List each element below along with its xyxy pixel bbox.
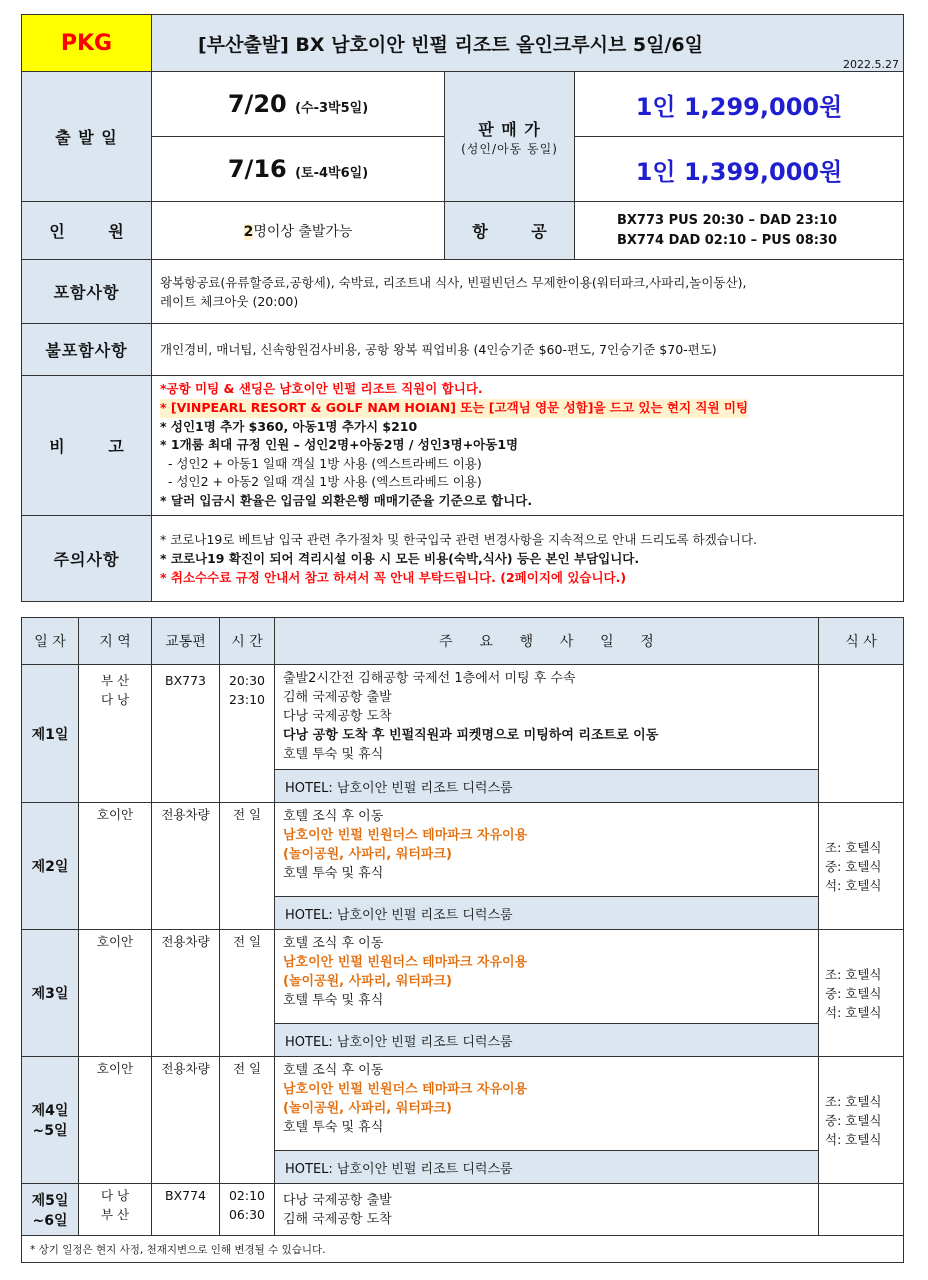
- transport: BX774: [152, 1184, 220, 1236]
- day-label: 제3일: [22, 930, 79, 1057]
- activity-line: (놀이공원, 사파리, 워터파크): [283, 847, 452, 862]
- caution-line: * 코로나19 확진이 되어 격리시설 이용 시 모든 비용(숙박,식사) 등은 본인 부담입니다.: [160, 551, 640, 566]
- meal-line: 조: 호텔식: [825, 966, 882, 982]
- price-2: 1인 1,399,000원: [575, 137, 904, 202]
- included-line-2: 레이트 체크아웃 (20:00): [160, 293, 299, 309]
- remarks-text: [152, 376, 904, 516]
- meal-line: 중: 호텔식: [825, 858, 882, 874]
- activity-line: (놀이공원, 사파리, 워터파크): [283, 1101, 452, 1116]
- header-day: 일 자: [22, 618, 79, 665]
- activity-line: 호텔 조식 후 이동: [283, 809, 384, 824]
- activity-line: 남호이안 빈펄 빈원더스 테마파크 자유이용: [283, 828, 528, 843]
- remarks-label: 비 고: [22, 376, 152, 516]
- time: 전 일: [220, 803, 275, 930]
- departure-date-1-value: 7/20: [227, 90, 287, 118]
- header-region: 지 역: [79, 618, 152, 665]
- page-title: [부산출발] BX 남호이안 빈펄 리조트 올인크루시브 5일/6일: [198, 33, 704, 56]
- remark-line: * [VINPEARL RESORT & GOLF NAM HOIAN] 또는 [고객님 영문 성함]을 드고 있는 현지 직원 미팅: [160, 399, 748, 418]
- remark-line: * 달러 입금시 환율은 입금일 외환은행 매매기준율 기준으로 합니다.: [160, 492, 533, 508]
- price-label: 판 매 가: [478, 119, 541, 139]
- day-label-line: 제5일: [31, 1192, 69, 1209]
- price-label-cell: [445, 72, 575, 202]
- meals: [819, 930, 904, 1057]
- activity-line: 호텔 투숙 및 휴식: [283, 866, 384, 881]
- remark-line: - 성인2 + 아동1 일때 객실 1방 사용 (엑스트라베드 이용): [160, 455, 482, 471]
- hotel-info: HOTEL: 남호이안 빈펄 리조트 디럭스룸: [275, 897, 819, 930]
- caution-line: * 코로나19로 베트남 입국 관련 추가절차 및 한국입국 관련 변경사항을 지속적으로 안내 드리도록 하겠습니다.: [160, 532, 758, 547]
- caution-text: [152, 516, 904, 602]
- day-label: 제1일: [22, 665, 79, 803]
- airline-label: 항 공: [445, 202, 575, 260]
- region-name: 부 산: [100, 673, 130, 688]
- header-schedule: 주 요 행 사 일 정: [275, 618, 819, 665]
- time: [220, 1184, 275, 1236]
- activity-line: 다낭 국제공항 도착: [283, 709, 392, 724]
- day-label-line: 제4일: [31, 1103, 69, 1119]
- flight-line-2: BX774 DAD 02:10 – PUS 08:30: [617, 232, 838, 248]
- excluded-label: 불포함사항: [22, 324, 152, 376]
- activity-line: 남호이안 빈펄 빈원더스 테마파크 자유이용: [283, 1082, 528, 1097]
- departure-label: 출 발 일: [22, 72, 152, 202]
- hotel-info: HOTEL: 남호이안 빈펄 리조트 디럭스룸: [275, 1024, 819, 1057]
- time: 전 일: [220, 930, 275, 1057]
- day-label: [22, 1184, 79, 1236]
- region: 호이안: [79, 803, 152, 930]
- transport: BX773: [152, 665, 220, 803]
- activity-line: 다낭 공항 도착 후 빈펄직원과 피켓명으로 미팅하여 리조트로 이동: [283, 728, 659, 743]
- caution-label: 주의사항: [22, 516, 152, 602]
- transport: 전용차량: [152, 930, 220, 1057]
- departure-date-2-value: 7/16: [227, 155, 287, 183]
- activities: [275, 1057, 819, 1151]
- departure-date-1-note: (수-3박5일): [295, 101, 369, 116]
- people-min-count: 2: [243, 223, 254, 240]
- itinerary-table: [21, 617, 904, 1263]
- meal-line: 조: 호텔식: [825, 839, 882, 855]
- region-name: 다 낭: [100, 692, 130, 707]
- itinerary-day-row: [22, 665, 904, 770]
- day-label-line: ~5일: [32, 1123, 68, 1139]
- meal-line: 석: 호텔식: [825, 1131, 882, 1147]
- meal-line: 조: 호텔식: [825, 1093, 882, 1109]
- header-meals: 식 사: [819, 618, 904, 665]
- hotel-info: HOTEL: 남호이안 빈펄 리조트 디럭스룸: [275, 1151, 819, 1184]
- activities: [275, 665, 819, 770]
- region: [79, 665, 152, 803]
- activity-line: 호텔 투숙 및 휴식: [283, 1120, 384, 1135]
- title-cell: [152, 15, 904, 72]
- excluded-text: 개인경비, 매너팁, 신속항원검사비용, 공항 왕복 픽업비용 (4인승기준 $60-편도, 7인승기준 $70-편도): [152, 324, 904, 376]
- time-value: 06:30: [228, 1207, 266, 1222]
- price-sub-label: (성인/아동 동일): [461, 141, 558, 156]
- remark-line: * 1개룸 최대 규정 인원 – 성인2명+아동2명 / 성인3명+아동1명: [160, 437, 519, 453]
- flight-line-1: BX773 PUS 20:30 – DAD 23:10: [617, 212, 838, 228]
- people-value: [152, 202, 445, 260]
- itinerary-day-row: [22, 930, 904, 1024]
- itinerary-day-row: [22, 1057, 904, 1151]
- day-label: [22, 1057, 79, 1184]
- activity-line: 호텔 조식 후 이동: [283, 1063, 384, 1078]
- region-name: 다 낭: [100, 1188, 130, 1203]
- itinerary-day-row: [22, 1184, 904, 1236]
- header-transport: 교통편: [152, 618, 220, 665]
- meals: [819, 1057, 904, 1184]
- included-text: [152, 260, 904, 324]
- included-line-1: 왕복항공료(유류할증료,공항세), 숙박료, 리조트내 식사, 빈펄빈던스 무제한이용(워터파크,사파리,놀이동산),: [160, 274, 747, 290]
- activity-line: 김해 국제공항 출발: [283, 690, 392, 705]
- region-name: 부 산: [100, 1207, 130, 1222]
- meal-line: 석: 호텔식: [825, 1004, 882, 1020]
- included-label: 포함사항: [22, 260, 152, 324]
- hotel-info: HOTEL: 남호이안 빈펄 리조트 디럭스룸: [275, 770, 819, 803]
- region: [79, 1184, 152, 1236]
- meals: [819, 803, 904, 930]
- activities: [275, 803, 819, 897]
- activity-line: 출발2시간전 김해공항 국제선 1층에서 미팅 후 수속: [283, 671, 576, 686]
- pkg-label: PKG: [22, 15, 152, 72]
- activities: [275, 930, 819, 1024]
- activity-line: 호텔 조식 후 이동: [283, 936, 384, 951]
- transport: 전용차량: [152, 803, 220, 930]
- time-value: 02:10: [228, 1188, 266, 1203]
- time-value: 20:30: [228, 673, 266, 688]
- time: [220, 665, 275, 803]
- itinerary-header-row: [22, 618, 904, 665]
- issue-date: 2022.5.27: [843, 58, 900, 71]
- activity-line: 남호이안 빈펄 빈원더스 테마파크 자유이용: [283, 955, 528, 970]
- caution-line: * 취소수수료 규정 안내서 참고 하셔서 꼭 안내 부탁드립니다. (2페이지에 있습니다.): [160, 570, 627, 585]
- activity-line: 호텔 투숙 및 휴식: [283, 993, 384, 1008]
- time-value: 23:10: [228, 692, 266, 707]
- activity-line: 다낭 국제공항 출발: [283, 1192, 392, 1208]
- day-label: 제2일: [22, 803, 79, 930]
- region: 호이안: [79, 1057, 152, 1184]
- activity-line: 호텔 투숙 및 휴식: [283, 747, 384, 762]
- departure-date-2-note: (토-4박6일): [295, 166, 369, 181]
- departure-date-1: [152, 72, 445, 137]
- header-time: 시 간: [220, 618, 275, 665]
- airline-info: [575, 202, 904, 260]
- meal-line: 중: 호텔식: [825, 985, 882, 1001]
- remark-line: *공항 미팅 & 샌딩은 남호이안 빈펄 리조트 직원이 합니다.: [160, 381, 483, 397]
- package-info-table: [21, 14, 904, 602]
- activities: [275, 1184, 819, 1236]
- people-label: 인 원: [22, 202, 152, 260]
- remark-line: - 성인2 + 아동2 일때 객실 1방 사용 (엑스트라베드 이용): [160, 474, 482, 490]
- region: 호이안: [79, 930, 152, 1057]
- meals-empty: [819, 1184, 904, 1236]
- footnote: * 상기 일정은 현지 사정, 천재지변으로 인해 변경될 수 있습니다.: [22, 1236, 904, 1263]
- activity-line: 김해 국제공항 도착: [283, 1211, 392, 1227]
- time: 전 일: [220, 1057, 275, 1184]
- meal-line: 석: 호텔식: [825, 877, 882, 893]
- price-1: 1인 1,299,000원: [575, 72, 904, 137]
- departure-date-2: [152, 137, 445, 202]
- meal-line: 중: 호텔식: [825, 1112, 882, 1128]
- activity-line: (놀이공원, 사파리, 워터파크): [283, 974, 452, 989]
- people-text: 명이상 출발가능: [253, 223, 353, 240]
- day-label-line: ~6일: [32, 1212, 68, 1229]
- meals-empty: [819, 665, 904, 803]
- itinerary-day-row: [22, 803, 904, 897]
- remark-line: * 성인1명 추가 $360, 아동1명 추가시 $210: [160, 418, 418, 434]
- transport: 전용차량: [152, 1057, 220, 1184]
